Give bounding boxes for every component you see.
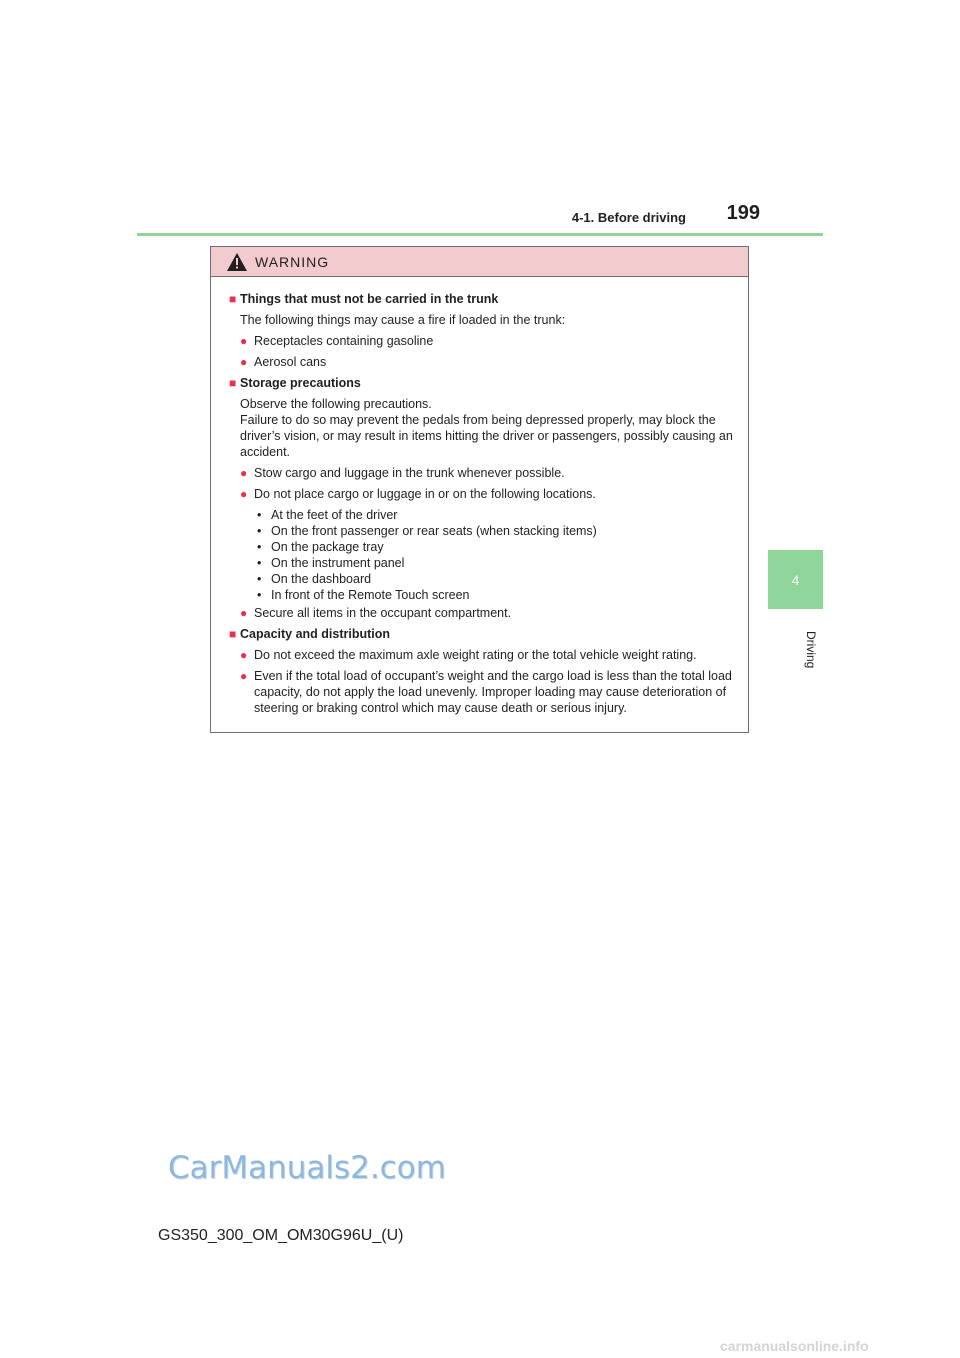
round-bullet-icon: ●	[240, 334, 248, 348]
page-number: 199	[726, 202, 760, 224]
list-item: ● Do not exceed the maximum axle weight rating or the total vehicle weight rating.	[240, 648, 697, 662]
list-item: ● Aerosol cans	[240, 355, 327, 369]
section-text: Observe the following precautions. Failure to do so may prevent the pedals from being depressed properly, may block the driver’s vision, or may result in items hitting the driver or passengers, possibly causing an accident.	[240, 397, 733, 459]
sub-list-item: • At the feet of the driver	[257, 508, 398, 522]
list-item: ● Receptacles containing gasoline	[240, 334, 434, 348]
round-bullet-icon: ●	[240, 487, 248, 501]
manual-code: GS350_300_OM_OM30G96U_(U)	[158, 1227, 404, 1244]
warning-body	[211, 277, 748, 716]
section-title: 4-1. Before driving	[571, 210, 686, 225]
watermark-logo[interactable]: CarManuals2.com	[168, 1150, 446, 1186]
round-bullet-icon: ●	[240, 648, 248, 662]
chapter-number: 4	[791, 571, 800, 588]
list-item: ● Even if the total load of occupant’s weight and the cargo load is less than the total load capacity, do not apply the load unevenly. Improper loading may cause deterioration of steering or braking control which may cause death or serious injury.	[240, 669, 732, 715]
round-bullet-icon: ●	[240, 466, 248, 480]
site-watermark: carmanualsonline.info	[720, 1338, 869, 1354]
section-text: The following things may cause a fire if loaded in the trunk:	[240, 313, 566, 327]
section-heading: ■ Capacity and distribution	[229, 627, 391, 641]
round-bullet-icon: ●	[240, 669, 248, 683]
section-heading: ■ Things that must not be carried in the trunk	[229, 292, 499, 306]
warning-triangle-icon	[227, 253, 247, 271]
list-item: ● Secure all items in the occupant compartment.	[240, 606, 512, 620]
sub-list-item: • On the dashboard	[257, 572, 372, 586]
warning-box	[210, 246, 749, 733]
sub-list-item: • On the front passenger or rear seats (when stacking items)	[257, 524, 597, 538]
location-list	[229, 507, 740, 603]
sub-list-item: • In front of the Remote Touch screen	[257, 588, 470, 602]
sub-list-item: • On the instrument panel	[257, 556, 405, 570]
section-heading: ■ Storage precautions	[229, 376, 361, 390]
warning-title: WARNING	[255, 253, 330, 270]
chapter-tab[interactable]	[768, 550, 823, 609]
square-bullet-icon: ■	[229, 627, 237, 641]
round-bullet-icon: ●	[240, 355, 248, 369]
sub-list-item: • On the package tray	[257, 540, 384, 554]
list-item: ● Stow cargo and luggage in the trunk whenever possible.	[240, 466, 565, 480]
square-bullet-icon: ■	[229, 376, 237, 390]
round-bullet-icon: ●	[240, 606, 248, 620]
square-bullet-icon: ■	[229, 292, 237, 306]
list-item: ● Do not place cargo or luggage in or on the following locations.	[240, 487, 596, 501]
header-rule	[137, 233, 823, 236]
warning-header	[211, 247, 748, 277]
chapter-label: Driving	[804, 631, 818, 669]
